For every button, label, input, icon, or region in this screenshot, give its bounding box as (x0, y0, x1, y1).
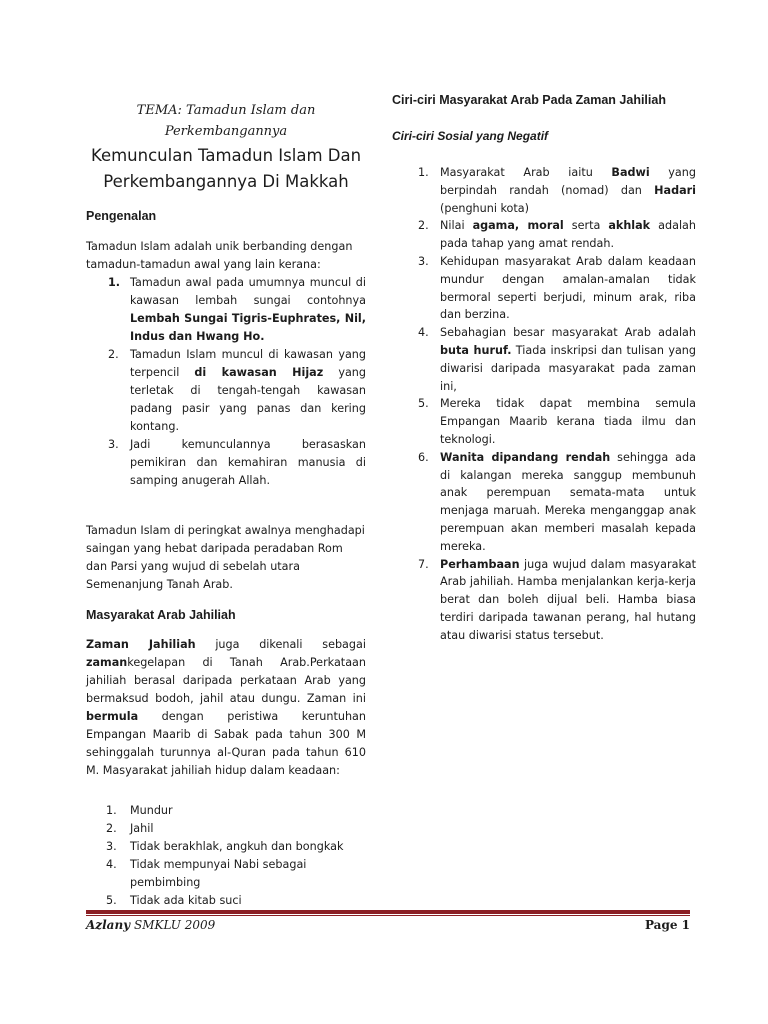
trait-emphasis: Perhambaan (440, 557, 520, 571)
list-number: 4. (106, 858, 117, 871)
list-number: 7. (418, 557, 429, 571)
reason-text: Tamadun Islam muncul di kawasan yang terpencil (130, 348, 366, 379)
theme-title: TEMA: Tamadun Islam dan Perkembangannya (136, 103, 316, 139)
list-number: 5. (418, 397, 429, 411)
reason-emphasis: di kawasan Hijaz (194, 366, 324, 379)
condition-item (86, 856, 366, 892)
reasons-list (86, 274, 366, 490)
term-zaman-jahiliah: Zaman Jahiliah (86, 638, 196, 651)
trait-emphasis: Wanita dipandang rendah (440, 450, 611, 464)
reason-item (86, 274, 366, 346)
footer-rule-thin (86, 915, 690, 916)
list-number: 5. (106, 894, 117, 907)
paragraph-rom-parsi: Tamadun Islam di peringkat awalnya menghadapi saingan yang hebat daripada peradaban Rom dan Parsi yang wujud di sebelah utara Semenanjung Tanah Arab. (86, 524, 365, 591)
condition-item (86, 892, 366, 910)
trait-item (392, 449, 696, 556)
trait-emphasis: Badwi (611, 166, 650, 179)
page-title: Kemunculan Tamadun Islam Dan Perkembangannya Di Makkah (90, 146, 362, 191)
trait-text: Sebahagian besar masyarakat Arab adalah (440, 326, 696, 340)
reason-item (86, 436, 366, 490)
list-number: 2. (106, 822, 117, 835)
list-number: 3. (106, 840, 117, 853)
trait-item (392, 164, 696, 217)
right-column (392, 90, 696, 645)
list-number: 6. (418, 450, 429, 464)
trait-text: sehingga ada di kalangan mereka sanggup membunuh anak perempuan semata-mata untuk menjaga maruah. Mereka menganggap anak perempuan akan memberi masalah kepada mereka. (440, 450, 696, 553)
list-number: 2. (108, 348, 119, 361)
heading-masyarakat-arab-jahiliah: Masyarakat Arab Jahiliah (86, 608, 236, 622)
reason-emphasis: Lembah Sungai Tigris-Euphrates, Nil, Indus dan Hwang Ho. (130, 312, 366, 343)
subheading-sosial-negatif: Ciri-ciri Sosial yang Negatif (392, 129, 549, 143)
reason-text: Tamadun awal pada umumnya muncul di kawasan lembah sungai contohnya (130, 276, 366, 307)
trait-emphasis: agama, moral (472, 219, 564, 233)
list-number: 2. (418, 219, 429, 233)
paragraph-zaman-jahiliah: Zaman Jahiliah juga dikenali sebagai zamankegelapan di Tanah Arab.Perkataan jahiliah berasal daripada perkataan Arab yang bermaksud bodoh, jahil atau dungu. Zaman ini bermula dengan peristiwa keruntuhan Empangan Maarib di Sabak pada tahun 300 M sehinggalah turunnya al-Quran pada tahun 610 M. Masyarakat jahiliah hidup dalam keadaan: (86, 638, 366, 777)
trait-text: yang berpindah randah (nomad) dan (440, 166, 696, 197)
list-number: 4. (418, 326, 429, 340)
list-number: 3. (418, 254, 429, 268)
condition-text: Tidak mempunyai Nabi sebagai pembimbing (130, 858, 307, 889)
trait-text: Masyarakat Arab iaitu (440, 166, 612, 179)
condition-item (86, 802, 366, 820)
trait-emphasis: buta huruf. (440, 343, 512, 357)
trait-item (392, 556, 696, 645)
intro-paragraph: Tamadun Islam adalah unik berbanding dengan tamadun-tamadun awal yang lain kerana: (86, 240, 353, 271)
footer-rule-thick (86, 910, 690, 914)
traits-list (392, 164, 696, 645)
trait-emphasis: akhlak (608, 219, 651, 233)
trait-text: Kehidupan masyarakat Arab dalam keadaan mundur dengan amalan-amalan tidak bermoral seperti berjudi, minum arak, riba dan berzina. (440, 254, 696, 322)
list-number: 1. (106, 804, 117, 817)
condition-item (86, 838, 366, 856)
heading-pengenalan: Pengenalan (86, 209, 157, 223)
trait-text: serta (563, 219, 609, 233)
trait-text: Mereka tidak dapat membina semula Empangan Maarib kerana tiada ilmu dan teknologi. (440, 397, 696, 446)
trait-item (392, 253, 696, 324)
trait-emphasis: Hadari (654, 183, 696, 197)
reason-item (86, 346, 366, 436)
condition-text: Tidak ada kitab suci (130, 894, 242, 907)
trait-text: juga wujud dalam masyarakat Arab jahiliah. Hamba menjalankan kerja-kerja berat dan boleh dijual beli. Hamba biasa terdiri daripada tawanan perang, hal hutang atau diwarisi status tersebut. (440, 557, 696, 642)
list-number: 3. (108, 438, 119, 451)
trait-item (392, 217, 696, 253)
trait-text: adalah pada tahap yang amat rendah. (440, 219, 697, 251)
condition-text: Tidak berakhlak, angkuh dan bongkak (130, 840, 344, 853)
list-number: 1. (108, 276, 121, 289)
reason-text: Jadi kemunculannya berasaskan pemikiran dan kemahiran manusia di samping anugerah Allah. (130, 438, 366, 487)
trait-text: Tiada inskripsi dan tulisan yang diwarisi daripada masyarakat pada zaman ini, (440, 343, 696, 393)
trait-text: (penghuni kota) (440, 201, 530, 215)
page-number: Page 1 (644, 918, 690, 932)
condition-item (86, 820, 366, 838)
trait-item (392, 395, 696, 448)
trait-text: Nilai (440, 219, 473, 233)
footer-author: Azlany SMKLU 2009 (86, 918, 216, 932)
condition-text: Jahil (130, 822, 154, 835)
heading-ciri-ciri: Ciri-ciri Masyarakat Arab Pada Zaman Jahiliah (392, 93, 666, 107)
conditions-list (86, 802, 366, 910)
condition-text: Mundur (130, 804, 173, 817)
trait-item (392, 324, 696, 395)
list-number: 1. (418, 166, 429, 179)
left-column (86, 100, 366, 910)
reason-text: yang terletak di tengah-tengah kawasan padang pasir yang panas dan kering kontang. (130, 366, 366, 433)
